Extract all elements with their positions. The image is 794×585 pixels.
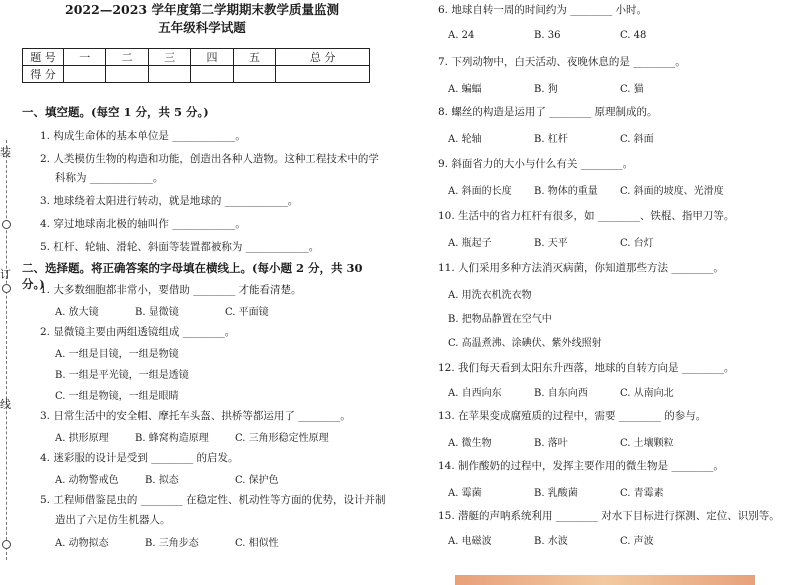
choice-option[interactable]: A. 电磁波 [448,536,492,547]
choice-option[interactable]: C. 平面镜 [225,307,269,318]
binding-margin [0,140,14,560]
binding-mark-ding: 订 [0,268,11,281]
choice-option[interactable]: A. 动物拟态 [55,538,109,549]
choice-options [55,471,375,485]
binding-mark-zhuang: 装 [0,146,11,159]
choice-option[interactable]: C. 土壤颗粒 [620,438,674,449]
score-table-blank[interactable] [233,66,275,83]
choice-options [55,429,375,443]
section1-heading: 一、填空题。(每空 1 分，共 5 分。) [22,105,209,119]
score-table-cell: 二 [106,49,148,66]
binding-circle [2,220,11,229]
choice-option[interactable]: C. 斜面 [620,134,654,145]
choice-option[interactable]: B. 狗 [534,84,558,95]
choice-option[interactable]: B. 乳酸菌 [534,488,578,499]
score-table [22,48,370,83]
choice-option[interactable]: C. 斜面的坡度、光滑度 [620,186,724,197]
choice-question-stem: 11. 人们采用多种方法消灭病菌，你知道那些方法 ________。 [438,262,724,274]
score-table-cell: 题 号 [23,49,64,66]
choice-option[interactable]: C. 三角形稳定性原理 [235,433,329,444]
score-table-blank[interactable] [148,66,190,83]
choice-option[interactable]: A. 微生物 [448,438,492,449]
choice-question-stem-cont: 造出了六足仿生机器人。 [55,514,171,526]
choice-question-stem: 1. 大多数细胞都非常小，要借助 ________ 才能看清楚。 [40,284,302,296]
choice-option[interactable]: C. 青霉素 [620,488,664,499]
score-table-blank[interactable] [64,66,106,83]
choice-options [448,182,778,196]
choice-option[interactable]: A. 霉菌 [448,488,482,499]
choice-option[interactable]: B. 自东向西 [534,388,588,399]
choice-question-stem: 5. 工程师借鉴昆虫的 ________ 在稳定性、机动性等方面的优势，设计并制 [40,494,386,506]
choice-option[interactable]: C. 声波 [620,536,654,547]
choice-option[interactable]: B. 三角步态 [145,538,199,549]
binding-dashed-line [6,140,7,560]
choice-question-stem: 2. 显微镜主要由两组透镜组成 ________。 [40,326,236,338]
choice-option[interactable]: A. 一组是目镜，一组是物镜 [55,349,179,360]
section2-heading: 二、选择题。将正确答案的字母填在横线上。(每小题 2 分，共 30 分。) [22,261,363,291]
choice-option[interactable]: A. 自西向东 [448,388,502,399]
choice-option[interactable]: B. 物体的重量 [534,186,598,197]
score-table-cell: 得 分 [23,66,64,83]
exam-title: 2022—2023 学年度第二学期期末教学质量监测 [65,2,339,17]
choice-option[interactable]: C. 猫 [620,84,644,95]
choice-question-stem: 4. 迷彩服的设计是受到 ________ 的启发。 [40,452,239,464]
fill-question: 3. 地球绕着太阳进行转动，就是地球的 ____________。 [40,195,299,207]
binding-circle [2,540,11,549]
choice-option[interactable]: A. 瓶起子 [448,238,492,249]
choice-option[interactable]: B. 显微镜 [135,307,179,318]
choice-option[interactable]: C. 一组是物镜，一组是眼睛 [55,391,179,402]
choice-options [448,130,778,144]
score-table-blank[interactable] [276,66,370,83]
choice-question-stem: 9. 斜面省力的大小与什么有关 ________。 [438,158,634,170]
score-table-cell: 三 [148,49,190,66]
choice-question-stem: 3. 日常生活中的安全帽、摩托车头盔、拱桥等都运用了 ________。 [40,410,351,422]
choice-option[interactable]: C. 相似性 [235,538,279,549]
choice-question-stem: 12. 我们每天看到太阳东升西落，地球的自转方向是 ________。 [438,362,735,374]
choice-option[interactable]: C. 保护色 [235,475,279,486]
choice-option[interactable]: C. 高温煮沸、涂碘伏、紫外线照射 [448,338,602,349]
choice-question-stem: 15. 潜艇的声呐系统利用 ________ 对水下目标进行探测、定位、识别等。 [438,510,780,522]
score-table-cell: 总 分 [276,49,370,66]
choice-option[interactable]: A. 用洗衣机洗衣物 [448,290,532,301]
choice-option[interactable]: A. 斜面的长度 [448,186,512,197]
fill-question: 科称为 ____________。 [55,172,164,184]
choice-option[interactable]: B. 天平 [534,238,568,249]
score-table-cell: 一 [64,49,106,66]
score-table-cell: 四 [191,49,233,66]
choice-option[interactable]: B. 把物品静置在空气中 [448,314,552,325]
choice-option[interactable]: A. 放大镜 [55,307,99,318]
choice-options [448,80,778,94]
choice-option[interactable]: A. 动物警戒色 [55,475,119,486]
score-table-blank[interactable] [191,66,233,83]
binding-circle [2,284,11,293]
choice-option[interactable]: C. 48 [620,30,647,41]
binding-mark-xian: 线 [0,398,11,411]
choice-options [55,534,375,548]
choice-option[interactable]: B. 水波 [534,536,568,547]
choice-option[interactable]: A. 24 [448,30,475,41]
choice-option[interactable]: A. 轮轴 [448,134,482,145]
choice-question-stem: 10. 生活中的省力杠杆有很多，如 ________、铁棍、指甲刀等。 [438,210,735,222]
fill-question: 5. 杠杆、轮轴、滑轮、斜面等装置都被称为 ____________。 [40,241,320,253]
choice-options [448,234,778,248]
choice-options [448,484,778,498]
choice-option[interactable]: B. 拟态 [145,475,179,486]
choice-options [448,532,778,546]
choice-question-stem: 13. 在苹果变成腐殖质的过程中，需要 ________ 的参与。 [438,410,707,422]
score-table-cell: 五 [233,49,275,66]
background-strip [455,575,755,585]
choice-options [448,434,778,448]
choice-option[interactable]: A. 拱形原理 [55,433,109,444]
choice-options [448,30,778,44]
fill-question: 1. 构成生命体的基本单位是 ____________。 [40,130,246,142]
fill-question: 4. 穿过地球南北极的轴叫作 ____________。 [40,218,246,230]
score-table-header-row [23,49,370,66]
choice-option[interactable]: C. 从南向北 [620,388,674,399]
choice-option[interactable]: B. 蜂窝构造原理 [135,433,209,444]
choice-option[interactable]: B. 36 [534,30,561,41]
choice-option[interactable]: B. 杠杆 [534,134,568,145]
choice-question-stem: 7. 下列动物中，白天活动、夜晚休息的是 ________。 [438,56,686,68]
choice-option[interactable]: C. 台灯 [620,238,654,249]
choice-question-stem: 14. 制作酸奶的过程中，发挥主要作用的微生物是 ________。 [438,460,724,472]
choice-options [55,303,375,317]
choice-option[interactable]: B. 一组是平光镜，一组是透镜 [55,370,189,381]
choice-options [448,384,778,398]
score-table-blank[interactable] [106,66,148,83]
choice-option[interactable]: B. 落叶 [534,438,568,449]
choice-question-stem: 8. 螺丝的构造是运用了 ________ 原理制成的。 [438,106,658,118]
score-table-score-row [23,66,370,83]
choice-option[interactable]: A. 蝙蝠 [448,84,482,95]
choice-question-stem: 6. 地球自转一周的时间约为 ________ 小时。 [438,4,648,16]
fill-question: 2. 人类模仿生物的构造和功能，创造出各种人造物。这种工程技术中的学 [40,153,379,165]
exam-subtitle: 五年级科学试题 [158,20,246,35]
